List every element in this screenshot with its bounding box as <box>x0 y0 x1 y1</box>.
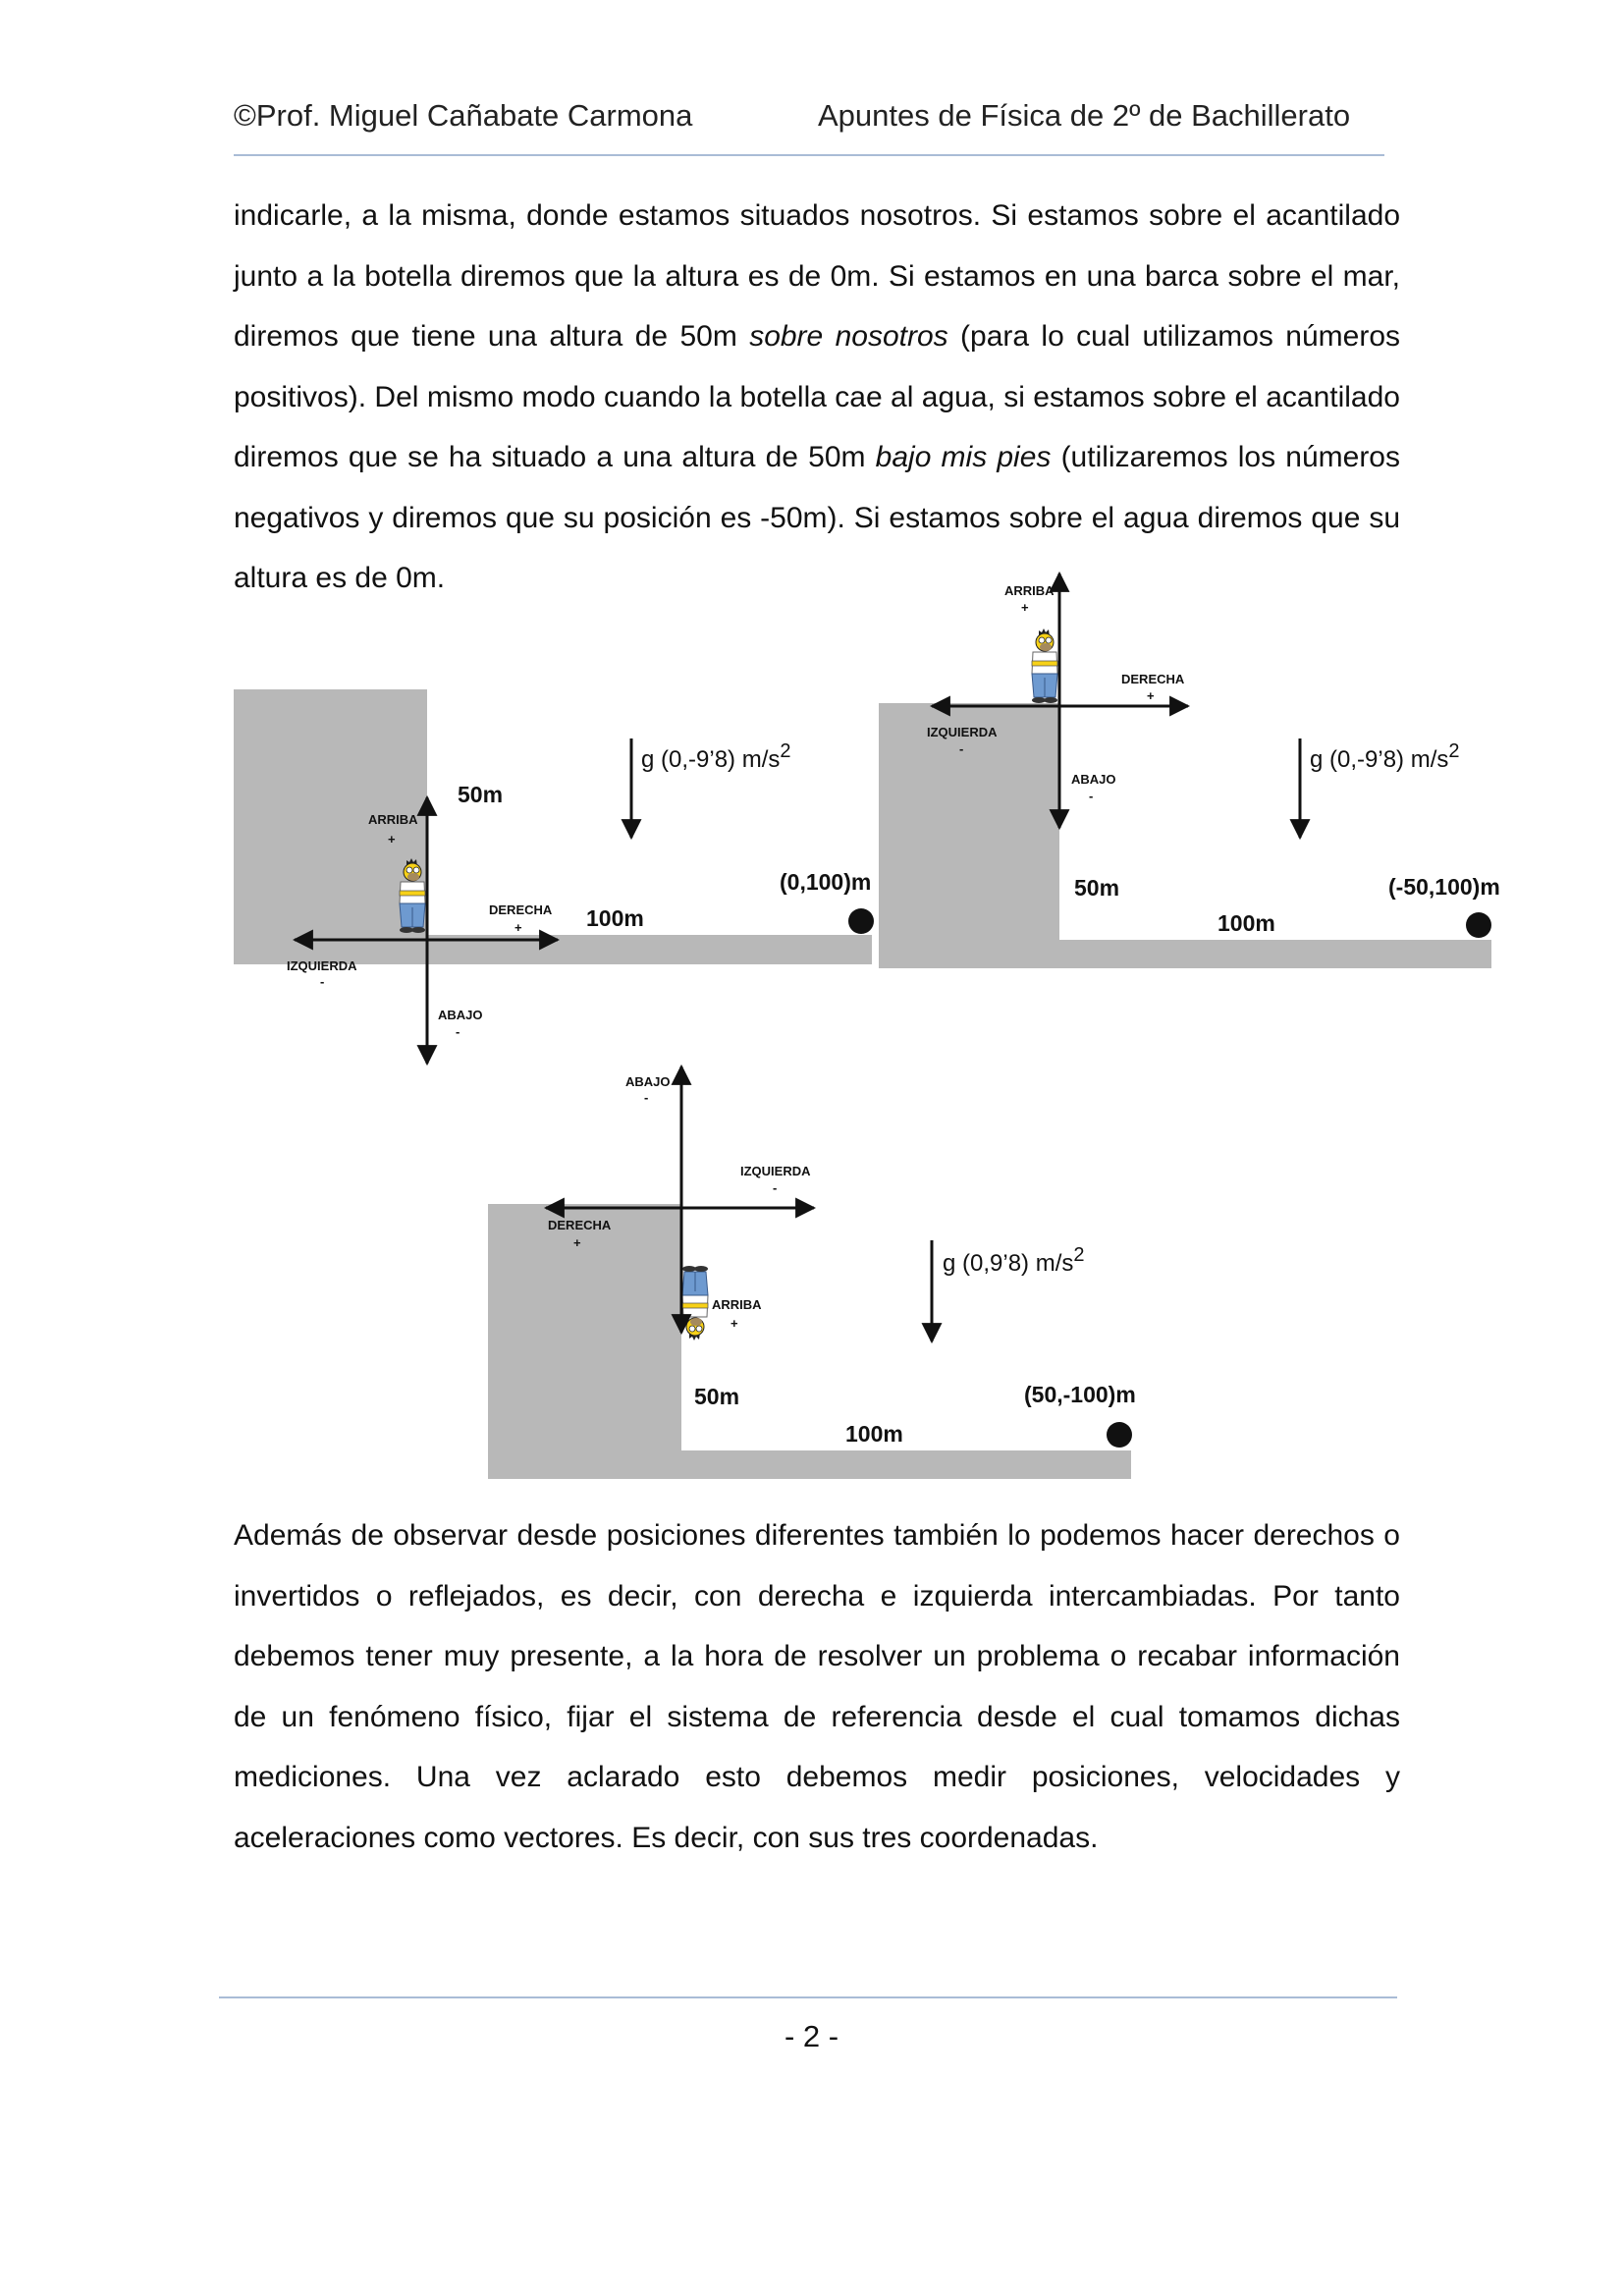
label-coord-2: (-50,100)m <box>1388 874 1500 900</box>
label-distance-1: 100m <box>586 905 644 931</box>
label-arriba-plus-2: + <box>1021 600 1029 615</box>
label-arriba-plus-3: + <box>730 1316 738 1331</box>
cliff-2 <box>879 703 1491 968</box>
bottle-dot-2 <box>1466 912 1491 938</box>
bottle-dot-3 <box>1107 1422 1132 1448</box>
paragraph-2: Además de observar desde posiciones diferentes también lo podemos hacer derechos o invertidos o reflejados, es decir, con derecha e izquierda intercambiadas. Por tanto debemos tener muy presente, a la hora de resolver un problema o recabar información de un fenómeno físico, fijar el sistema de referencia desde el cual tomamos dichas mediciones. Una vez aclarado esto debemos medir posiciones, velocidades y aceleraciones como vectores. Es decir, con sus tres coordenadas. <box>234 1519 1400 1854</box>
label-derecha-2: DERECHA <box>1121 672 1185 686</box>
label-abajo-2: ABAJO <box>1071 772 1116 787</box>
cliff-3 <box>488 1204 1131 1479</box>
paragraph-1-text-c: (utilizaremos los números negativos y diremos que su posición es -50m). Si estamos sobre el agua diremos que su altura es de 0m. <box>234 441 1400 594</box>
label-izquierda-minus-2: - <box>959 741 964 756</box>
label-distance-3: 100m <box>845 1421 903 1447</box>
label-derecha-plus-3: + <box>573 1235 581 1250</box>
bottle-dot-1 <box>848 908 874 934</box>
label-abajo-minus-3: - <box>644 1090 649 1105</box>
homer-figure-3 <box>682 1266 708 1340</box>
label-izquierda-2: IZQUIERDA <box>927 725 998 739</box>
label-abajo-3: ABAJO <box>625 1074 671 1089</box>
header-author: ©Prof. Miguel Cañabate Carmona <box>234 98 693 133</box>
label-arriba-2: ARRIBA <box>1004 583 1055 598</box>
label-arriba-1: ARRIBA <box>368 812 418 827</box>
paragraph-1-text-b: (para lo cual utilizamos números positivos). Del mismo modo cuando la botella cae al agua, si estamos sobre el acantilado diremos que se ha situado a una altura de 50m <box>234 320 1401 473</box>
page-number: - 2 - <box>784 2019 839 2053</box>
paragraph-1-text-a: indicarle, a la misma, donde estamos situados nosotros. Si estamos sobre el acantilado junto a la botella diremos que la altura es de 0m. Si estamos en una barca sobre el mar, diremos que tiene una altura de 50m <box>234 199 1400 353</box>
label-height-1: 50m <box>458 782 504 807</box>
label-derecha-1: DERECHA <box>489 902 553 917</box>
label-coord-1: (0,100)m <box>780 869 872 895</box>
label-izquierda-minus-1: - <box>320 974 325 989</box>
label-abajo-1: ABAJO <box>438 1008 483 1022</box>
label-gravity-1: g (0,-9’8) $m/s^2$ <box>641 740 791 773</box>
label-arriba-3: ARRIBA <box>712 1297 762 1312</box>
footer-rule <box>219 1996 1397 1998</box>
diagram-3 <box>488 1066 1136 1479</box>
paragraph-1-emphasis-b: bajo mis pies <box>875 441 1052 473</box>
label-arriba-plus-1: + <box>388 832 396 847</box>
label-coord-3: (50,-100)m <box>1024 1382 1136 1407</box>
homer-figure-2 <box>1032 629 1057 703</box>
label-height-3: 50m <box>694 1384 740 1409</box>
header-title: Apuntes de Física de 2º de Bachillerato <box>818 98 1351 133</box>
label-gravity-2: g (0,-9’8) $m/s^2$ <box>1310 740 1460 773</box>
paragraph-1-emphasis-a: sobre nosotros <box>749 320 948 353</box>
label-izquierda-3: IZQUIERDA <box>740 1164 811 1178</box>
label-distance-2: 100m <box>1217 910 1275 936</box>
label-height-2: 50m <box>1074 875 1120 901</box>
label-abajo-minus-1: - <box>456 1024 460 1039</box>
homer-figure-1 <box>400 858 425 933</box>
diagram-2 <box>879 574 1500 968</box>
cliff-1 <box>234 689 872 964</box>
label-abajo-minus-2: - <box>1089 789 1094 803</box>
label-izquierda-1: IZQUIERDA <box>287 958 357 973</box>
label-izquierda-minus-3: - <box>773 1180 778 1195</box>
label-derecha-plus-1: + <box>514 920 522 935</box>
label-derecha-plus-2: + <box>1147 688 1155 703</box>
label-derecha-3: DERECHA <box>548 1218 612 1232</box>
diagram-1 <box>234 689 874 1064</box>
label-gravity-3: g (0,9’8) $m/s^2$ <box>943 1244 1085 1277</box>
